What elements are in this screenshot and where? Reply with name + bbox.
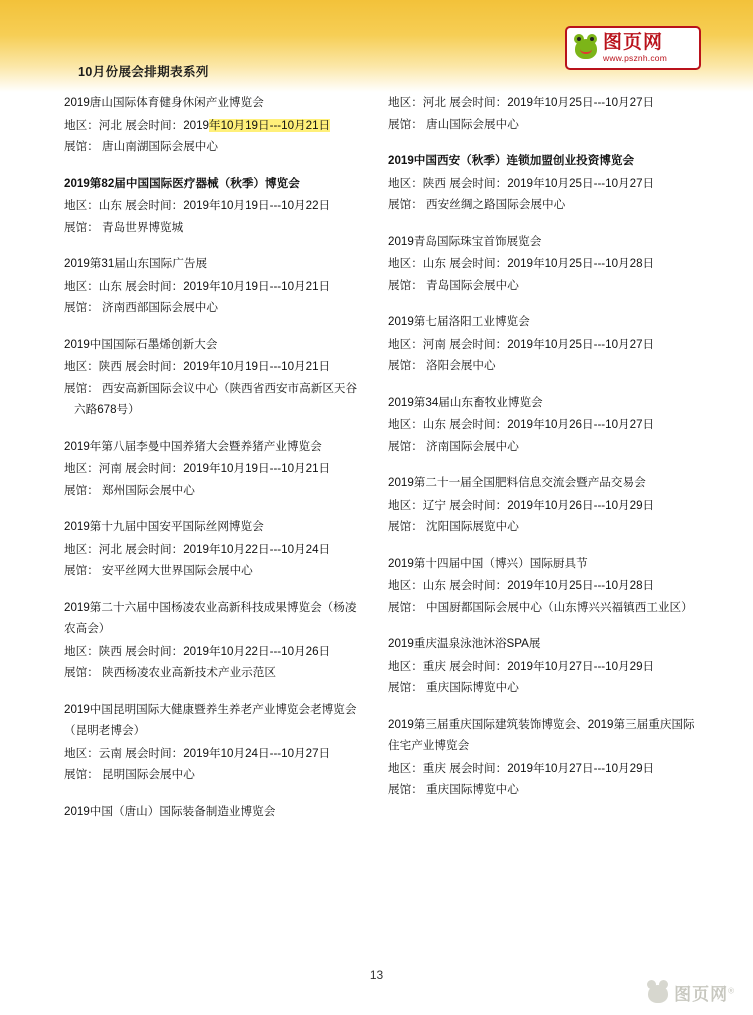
event-venue [388, 597, 698, 619]
event-meta [64, 195, 364, 217]
region-value: 陕西 [98, 644, 122, 658]
region-value: 重庆 [422, 761, 446, 775]
region-label: 地区： [388, 418, 423, 431]
date-label: 展会时间： [449, 579, 508, 592]
event-meta [64, 539, 364, 561]
region-label: 地区： [388, 96, 423, 109]
list-item [388, 633, 698, 699]
event-venue [388, 436, 698, 458]
event-meta [64, 115, 364, 137]
venue-value: 重庆国际博览中心 [426, 783, 519, 796]
event-venue [64, 480, 364, 502]
date-value: 2019年10月27日---10月29日 [507, 761, 655, 775]
event-venue [388, 275, 698, 297]
left-column [64, 92, 364, 823]
logo-url: www.psznh.com [603, 52, 668, 63]
event-venue [64, 662, 364, 684]
page-number: 13 [369, 968, 384, 982]
event-title: 2019年第八届李曼中国养猪大会暨养猪产业博览会 [64, 439, 322, 453]
event-meta [64, 743, 364, 765]
event-title: 2019第七届洛阳工业博览会 [388, 315, 530, 328]
list-item [388, 231, 698, 297]
event-venue [388, 516, 698, 538]
list-item [64, 253, 364, 319]
region-value: 云南 [98, 746, 122, 760]
date-label: 展会时间： [125, 746, 184, 760]
date-value: 2019年10月25日---10月28日 [507, 257, 655, 270]
event-venue [388, 677, 698, 699]
logo-name: 图页网 [603, 31, 664, 53]
frog-logo-icon [573, 33, 599, 63]
date-value: 2019年10月26日---10月27日 [507, 418, 655, 431]
venue-value: 郑州国际会展中心 [102, 483, 195, 497]
event-title: 2019第31届山东国际广告展 [64, 257, 208, 270]
venue-value: 唐山南湖国际会展中心 [102, 140, 218, 153]
venue-label: 展馆： [64, 381, 99, 395]
list-item [64, 516, 364, 582]
event-venue [64, 136, 364, 158]
region-value: 山东 [422, 257, 446, 270]
list-item [388, 714, 698, 801]
venue-label: 展馆： [388, 278, 423, 292]
date-value: 2019年10月19日---10月22日 [183, 199, 331, 212]
event-title: 2019重庆温泉泳池沐浴SPA展 [388, 637, 541, 650]
region-value: 陕西 [98, 360, 122, 373]
event-meta [64, 276, 364, 298]
region-label: 地区： [64, 644, 99, 658]
event-venue [64, 378, 364, 421]
date-prefix: 2019 [183, 118, 210, 132]
event-meta [388, 414, 698, 436]
list-item [388, 472, 698, 538]
right-column [388, 92, 698, 801]
region-label: 地区： [64, 118, 99, 132]
event-venue [64, 297, 364, 319]
venue-label: 展馆： [388, 117, 423, 131]
region-value: 重庆 [422, 659, 446, 673]
venue-label: 展馆： [388, 681, 423, 694]
event-venue [64, 560, 364, 582]
venue-value: 洛阳会展中心 [426, 359, 496, 372]
venue-label: 展馆： [64, 564, 99, 577]
date-label: 展会时间： [125, 199, 184, 212]
venue-value: 陕西杨凌农业高新技术产业示范区 [102, 666, 276, 679]
date-label: 展会时间： [125, 360, 184, 373]
region-value: 陕西 [422, 176, 446, 190]
list-item [388, 150, 698, 216]
venue-value: 沈阳国际展览中心 [426, 520, 519, 533]
region-value: 河北 [98, 542, 122, 556]
date-value: 2019年10月24日---10月27日 [183, 746, 331, 760]
date-label: 展会时间： [125, 279, 184, 293]
date-label: 展会时间： [449, 418, 508, 431]
venue-value: 昆明国际会展中心 [102, 768, 195, 781]
date-value: 2019年10月19日---10月21日 [183, 462, 331, 475]
date-label: 展会时间： [449, 337, 508, 351]
region-label: 地区： [64, 746, 99, 760]
region-value: 河南 [98, 462, 122, 475]
venue-label: 展馆： [64, 301, 99, 314]
date-value: 2019年10月26日---10月29日 [507, 498, 655, 512]
event-venue [64, 764, 364, 786]
list-item [64, 436, 364, 502]
venue-value: 济南西部国际会展中心 [102, 301, 218, 314]
region-value: 山东 [422, 418, 446, 431]
date-value: 2019年10月25日---10月27日 [507, 337, 655, 351]
region-label: 地区： [64, 360, 99, 373]
date-label: 展会时间： [449, 257, 508, 270]
venue-label: 展馆： [388, 783, 423, 796]
venue-value: 西安丝绸之路国际会展中心 [426, 198, 566, 211]
watermark-text: 图页网® [674, 984, 735, 1004]
region-value: 山东 [422, 579, 446, 592]
region-label: 地区： [388, 761, 423, 775]
date-value: 2019年10月25日---10月27日 [507, 176, 655, 190]
venue-value: 唐山国际会展中心 [426, 117, 519, 131]
event-title: 2019中国国际石墨烯创新大会 [64, 337, 218, 351]
event-title: 2019第34届山东畜牧业博览会 [388, 395, 543, 409]
date-label: 展会时间： [449, 176, 508, 190]
list-item [64, 334, 364, 421]
list-item [64, 597, 364, 684]
site-logo [565, 26, 701, 70]
region-value: 辽宁 [422, 498, 446, 512]
venue-label: 展馆： [388, 359, 423, 372]
date-value: 2019年10月19日---10月21日 [183, 360, 331, 373]
list-item [388, 392, 698, 458]
region-label: 地区： [64, 199, 99, 212]
region-value: 河南 [422, 337, 446, 351]
event-venue [388, 114, 698, 136]
event-meta [388, 253, 698, 275]
event-meta [64, 356, 364, 378]
date-label: 展会时间： [449, 761, 508, 775]
list-item [64, 801, 364, 823]
date-label: 展会时间： [125, 118, 184, 132]
date-value: 2019年10月19日---10月21日 [183, 279, 331, 293]
date-value-highlight: 年10月19日---10月21日 [209, 118, 331, 132]
region-label: 地区： [64, 462, 99, 475]
region-label: 地区： [388, 498, 423, 512]
venue-value: 中国厨都国际会展中心（山东博兴兴福镇西工业区） [426, 600, 693, 614]
venue-value: 青岛世界博览城 [102, 220, 184, 234]
event-title: 2019中国（唐山）国际装备制造业博览会 [64, 804, 276, 818]
venue-label: 展馆： [64, 140, 99, 153]
event-venue [388, 355, 698, 377]
venue-label: 展馆： [388, 520, 423, 533]
date-label: 展会时间： [449, 498, 508, 512]
event-meta [388, 656, 698, 678]
venue-value: 重庆国际博览中心 [426, 681, 519, 694]
date-label: 展会时间： [125, 462, 184, 475]
frog-watermark-icon [646, 979, 670, 1005]
event-venue [388, 194, 698, 216]
list-item [388, 311, 698, 377]
event-venue [388, 779, 698, 801]
event-title: 2019第二十一届全国肥料信息交流会暨产品交易会 [388, 476, 646, 489]
venue-label: 展馆： [64, 483, 99, 497]
venue-value: 安平丝网大世界国际会展中心 [102, 564, 253, 577]
event-title: 2019唐山国际体育健身休闲产业博览会 [64, 96, 264, 109]
venue-label: 展馆： [388, 600, 423, 614]
venue-value: 西安高新国际会议中心（陕西省西安市高新区天谷六路678号） [74, 381, 358, 416]
date-value: 2019年10月27日---10月29日 [507, 659, 655, 673]
venue-label: 展馆： [64, 666, 99, 679]
region-label: 地区： [388, 579, 423, 592]
event-meta [388, 334, 698, 356]
date-value: 2019年10月22日---10月24日 [183, 542, 331, 556]
date-value: 2019年10月25日---10月27日 [507, 96, 655, 109]
event-meta [64, 458, 364, 480]
venue-label: 展馆： [388, 439, 423, 453]
event-meta [64, 641, 364, 663]
venue-label: 展馆： [388, 198, 423, 211]
event-meta [388, 495, 698, 517]
event-title: 2019第82届中国国际医疗器械（秋季）博览会 [64, 176, 300, 190]
event-title: 2019中国西安（秋季）连锁加盟创业投资博览会 [388, 154, 635, 167]
region-value: 山东 [98, 279, 122, 293]
page-header [0, 0, 753, 92]
event-title: 2019第二十六届中国杨凌农业高新科技成果博览会（杨凌农高会） [64, 600, 357, 635]
event-title: 2019第十四届中国（博兴）国际厨具节 [388, 556, 588, 570]
region-label: 地区： [388, 337, 423, 351]
date-value: 2019年10月22日---10月26日 [183, 644, 331, 658]
venue-label: 展馆： [64, 768, 99, 781]
list-item [64, 173, 364, 239]
region-label: 地区： [388, 659, 423, 673]
event-meta [388, 92, 698, 114]
venue-label: 展馆： [64, 220, 99, 234]
region-value: 山东 [98, 199, 122, 212]
region-label: 地区： [64, 279, 99, 293]
date-label: 展会时间： [125, 542, 184, 556]
event-title: 2019青岛国际珠宝首饰展览会 [388, 234, 542, 248]
event-venue [64, 217, 364, 239]
list-item [388, 553, 698, 619]
event-meta [388, 173, 698, 195]
region-value: 河北 [98, 118, 122, 132]
document-body [0, 92, 753, 952]
page-title: 10月份展会排期表系列 [78, 65, 209, 79]
date-value: 2019年10月25日---10月28日 [507, 579, 655, 592]
event-meta [388, 758, 698, 780]
date-label: 展会时间： [125, 644, 184, 658]
date-label: 展会时间： [449, 96, 508, 109]
region-label: 地区： [64, 542, 99, 556]
registered-mark: ® [728, 985, 735, 995]
venue-value: 济南国际会展中心 [426, 439, 519, 453]
list-item [388, 92, 698, 135]
region-label: 地区： [388, 257, 423, 270]
event-meta [388, 575, 698, 597]
date-label: 展会时间： [449, 659, 508, 673]
watermark [646, 979, 735, 1005]
event-title: 2019第三届重庆国际建筑装饰博览会、2019第三届重庆国际住宅产业博览会 [388, 717, 695, 752]
region-value: 河北 [422, 96, 446, 109]
event-title: 2019中国昆明国际大健康暨养生养老产业博览会老博览会（昆明老博会） [64, 702, 357, 737]
venue-value: 青岛国际会展中心 [426, 278, 519, 292]
list-item [64, 699, 364, 786]
region-label: 地区： [388, 176, 423, 190]
event-title: 2019第十九届中国安平国际丝网博览会 [64, 520, 264, 533]
list-item [64, 92, 364, 158]
